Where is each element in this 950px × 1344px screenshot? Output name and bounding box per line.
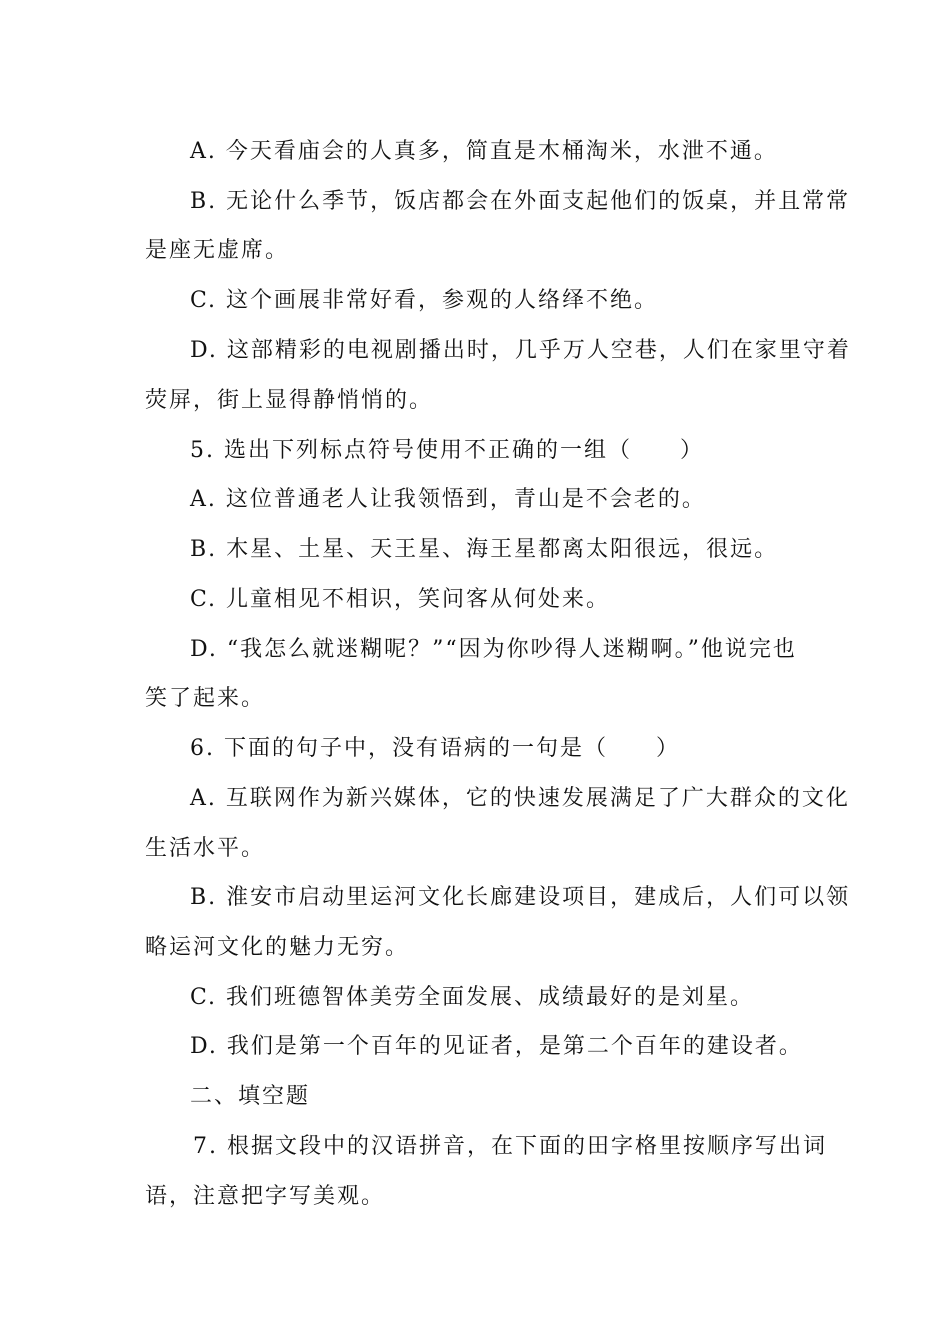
q4-option-b-line1: B. 无论什么季节，饭店都会在外面支起他们的饭桌，并且常常 [190, 189, 851, 214]
q4-option-c: C. 这个画展非常好看，参观的人络绎不绝。 [190, 288, 659, 313]
q5-stem: 5. 选出下列标点符号使用不正确的一组（ ） [190, 438, 704, 463]
q7-stem-line1: 7. 根据文段中的汉语拼音，在下面的田字格里按顺序写出词 [193, 1134, 827, 1159]
q6-option-a-line2: 生活水平。 [145, 836, 266, 861]
q5-option-d-line1: D. “我怎么就迷糊呢？”“因为你吵得人迷糊啊。”他说完也 [190, 637, 797, 662]
q6-option-a-line1: A. 互联网作为新兴媒体，它的快速发展满足了广大群众的文化 [190, 786, 850, 811]
q4-option-d-line1: D. 这部精彩的电视剧播出时，几乎万人空巷，人们在家里守着 [190, 338, 851, 363]
q6-option-b-line1: B. 淮安市启动里运河文化长廊建设项目，建成后，人们可以领 [190, 885, 851, 910]
section-title-fill-in: 二、填空题 [190, 1084, 311, 1109]
q5-option-b: B. 木星、土星、天王星、海王星都离太阳很远，很远。 [190, 537, 779, 562]
q6-option-b-line2: 略运河文化的魅力无穷。 [145, 935, 410, 960]
q7-stem-line2: 语，注意把字写美观。 [145, 1184, 386, 1209]
q4-option-b-line2: 是座无虚席。 [145, 238, 290, 263]
q6-option-d: D. 我们是第一个百年的见证者，是第二个百年的建设者。 [190, 1034, 803, 1059]
q4-option-a: A. 今天看庙会的人真多，简直是木桶淘米，水泄不通。 [190, 139, 778, 164]
q5-option-a: A. 这位普通老人让我领悟到，青山是不会老的。 [190, 487, 706, 512]
q4-option-d-line2: 荧屏，街上显得静悄悄的。 [145, 388, 434, 413]
q5-option-d-line2: 笑了起来。 [145, 686, 266, 711]
q6-stem: 6. 下面的句子中，没有语病的一句是（ ） [190, 736, 680, 761]
q6-option-c: C. 我们班德智体美劳全面发展、成绩最好的是刘星。 [190, 985, 755, 1010]
q5-option-c: C. 儿童相见不相识，笑问客从何处来。 [190, 587, 611, 612]
